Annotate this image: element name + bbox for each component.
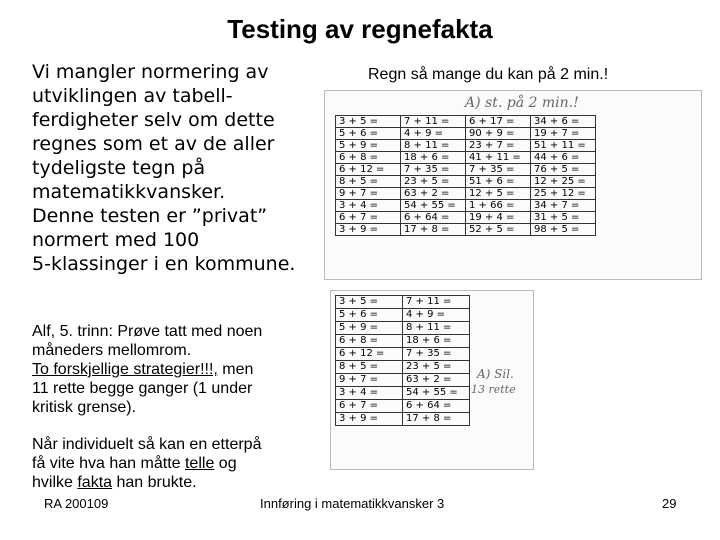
alf-line [32,454,332,473]
grid-row [336,348,470,361]
grid-cell: 51 + 6 = [466,176,531,188]
grid-cell: 6 + 7 = [336,400,403,413]
alf-text: hvilke [32,474,78,491]
grid-cell: 12 + 25 = [531,176,596,188]
grid-row [336,309,470,322]
grid-cell: 6 + 8 = [336,335,403,348]
grid-row [336,224,596,236]
alf-line: Alf, 5. trinn: Prøve tatt med noen [32,323,263,340]
intro-line: utviklingen av tabell- [32,85,233,107]
grid-cell: 3 + 9 = [336,224,401,236]
grid-cell: 3 + 4 = [336,387,403,400]
grid-cell: 34 + 7 = [531,200,596,212]
grid-cell: 54 + 55 = [403,387,470,400]
grid-cell: 18 + 6 = [401,152,466,164]
grid-cell: 6 + 8 = [336,152,401,164]
grid-cell: 63 + 2 = [403,374,470,387]
grid-cell: 1 + 66 = [466,200,531,212]
intro-line: Vi mangler normering av [32,61,269,83]
grid-row [336,212,596,224]
grid-cell: 7 + 35 = [401,164,466,176]
grid-cell: 7 + 35 = [466,164,531,176]
grid-cell: 54 + 55 = [401,200,466,212]
intro-line: matematikkvansker. [32,181,226,203]
test-sheet-scan-1 [324,90,702,280]
handwritten-annotation: A) Sil. [477,367,514,381]
alf-text: han brukte. [112,474,197,491]
grid-cell: 7 + 11 = [403,296,470,309]
intro-line: Denne testen er ”privat” [32,205,268,227]
alf-description [32,322,332,492]
grid-cell: 63 + 2 = [401,188,466,200]
grid-cell: 44 + 6 = [531,152,596,164]
test-grid-2 [335,295,470,426]
grid-cell: 8 + 11 = [401,140,466,152]
grid-cell: 5 + 6 = [336,128,401,140]
grid-row [336,152,596,164]
grid-cell: 6 + 12 = [336,348,403,361]
footer-date: RA 200109 [44,496,109,511]
alf-line [32,360,332,379]
grid-cell: 12 + 5 = [466,188,531,200]
test-grid-1 [335,115,596,236]
grid-cell: 41 + 11 = [466,152,531,164]
grid-cell: 4 + 9 = [403,309,470,322]
grid-cell: 4 + 9 = [401,128,466,140]
grid-row [336,335,470,348]
alf-line: kritisk grense). [32,399,137,416]
grid-cell: 9 + 7 = [336,188,401,200]
intro-line: 5-klassinger i en kommune. [32,253,296,275]
intro-line: ferdigheter selv om dette [32,109,275,131]
grid-row [336,188,596,200]
slide-title: Testing av regnefakta [227,14,493,44]
alf-line [32,473,332,492]
grid-cell: 18 + 6 = [403,335,470,348]
grid-cell: 8 + 5 = [336,176,401,188]
grid-cell: 3 + 9 = [336,413,403,426]
grid-cell: 23 + 7 = [466,140,531,152]
grid-cell: 19 + 7 = [531,128,596,140]
handwritten-annotation: A) st. på 2 min.! [465,95,579,111]
grid-row [336,140,596,152]
grid-row [336,400,470,413]
grid-cell: 3 + 5 = [336,116,401,128]
grid-cell: 5 + 9 = [336,140,401,152]
grid-cell: 5 + 9 = [336,322,403,335]
grid-row [336,374,470,387]
grid-cell: 98 + 5 = [531,224,596,236]
underlined-strategies: To forskjellige strategier!!!, [32,361,218,378]
footer-course: Innføring i matematikkvansker 3 [260,496,445,511]
test-instruction: Regn så mange du kan på 2 min.! [368,66,609,83]
grid-row [336,361,470,374]
grid-cell: 3 + 5 = [336,296,403,309]
grid-cell: 23 + 5 = [403,361,470,374]
grid-row [336,200,596,212]
grid-cell: 6 + 7 = [336,212,401,224]
grid-cell: 19 + 4 = [466,212,531,224]
alf-line: måneders mellomrom. [32,342,192,359]
grid-row [336,164,596,176]
grid-cell: 6 + 12 = [336,164,401,176]
grid-row [336,116,596,128]
grid-cell: 52 + 5 = [466,224,531,236]
page-number: 29 [662,496,677,511]
grid-cell: 17 + 8 = [403,413,470,426]
grid-row [336,128,596,140]
grid-row [336,296,470,309]
intro-line: regnes som et av de aller [32,133,275,155]
alf-text: få vite hva han måtte [32,455,185,472]
grid-row [336,176,596,188]
intro-text [32,60,322,276]
intro-line: normert med 100 [32,229,200,251]
grid-cell: 6 + 64 = [403,400,470,413]
underlined-telle: telle [184,455,215,472]
grid-cell: 25 + 12 = [531,188,596,200]
grid-cell: 6 + 64 = [401,212,466,224]
intro-line: tydeligste tegn på [32,157,206,179]
grid-cell: 34 + 6 = [531,116,596,128]
grid-cell: 51 + 11 = [531,140,596,152]
grid-cell: 17 + 8 = [401,224,466,236]
grid-cell: 5 + 6 = [336,309,403,322]
grid-cell: 23 + 5 = [401,176,466,188]
grid-cell: 9 + 7 = [336,374,403,387]
alf-text: men [217,361,254,378]
underlined-fakta: fakta [77,474,113,491]
grid-cell: 3 + 4 = [336,200,401,212]
alf-text: og [214,455,237,472]
grid-cell: 7 + 35 = [403,348,470,361]
grid-cell: 90 + 9 = [466,128,531,140]
grid-cell: 8 + 11 = [403,322,470,335]
grid-cell: 76 + 5 = [531,164,596,176]
handwritten-annotation: 13 rette [471,383,516,396]
test-sheet-scan-2 [330,290,534,470]
grid-row [336,413,470,426]
alf-line: 11 rette begge ganger (1 under [32,380,253,397]
grid-cell: 6 + 17 = [466,116,531,128]
alf-line: Når individuelt så kan en etterpå [32,436,262,453]
grid-cell: 7 + 11 = [401,116,466,128]
grid-cell: 8 + 5 = [336,361,403,374]
grid-row [336,387,470,400]
grid-row [336,322,470,335]
grid-cell: 31 + 5 = [531,212,596,224]
